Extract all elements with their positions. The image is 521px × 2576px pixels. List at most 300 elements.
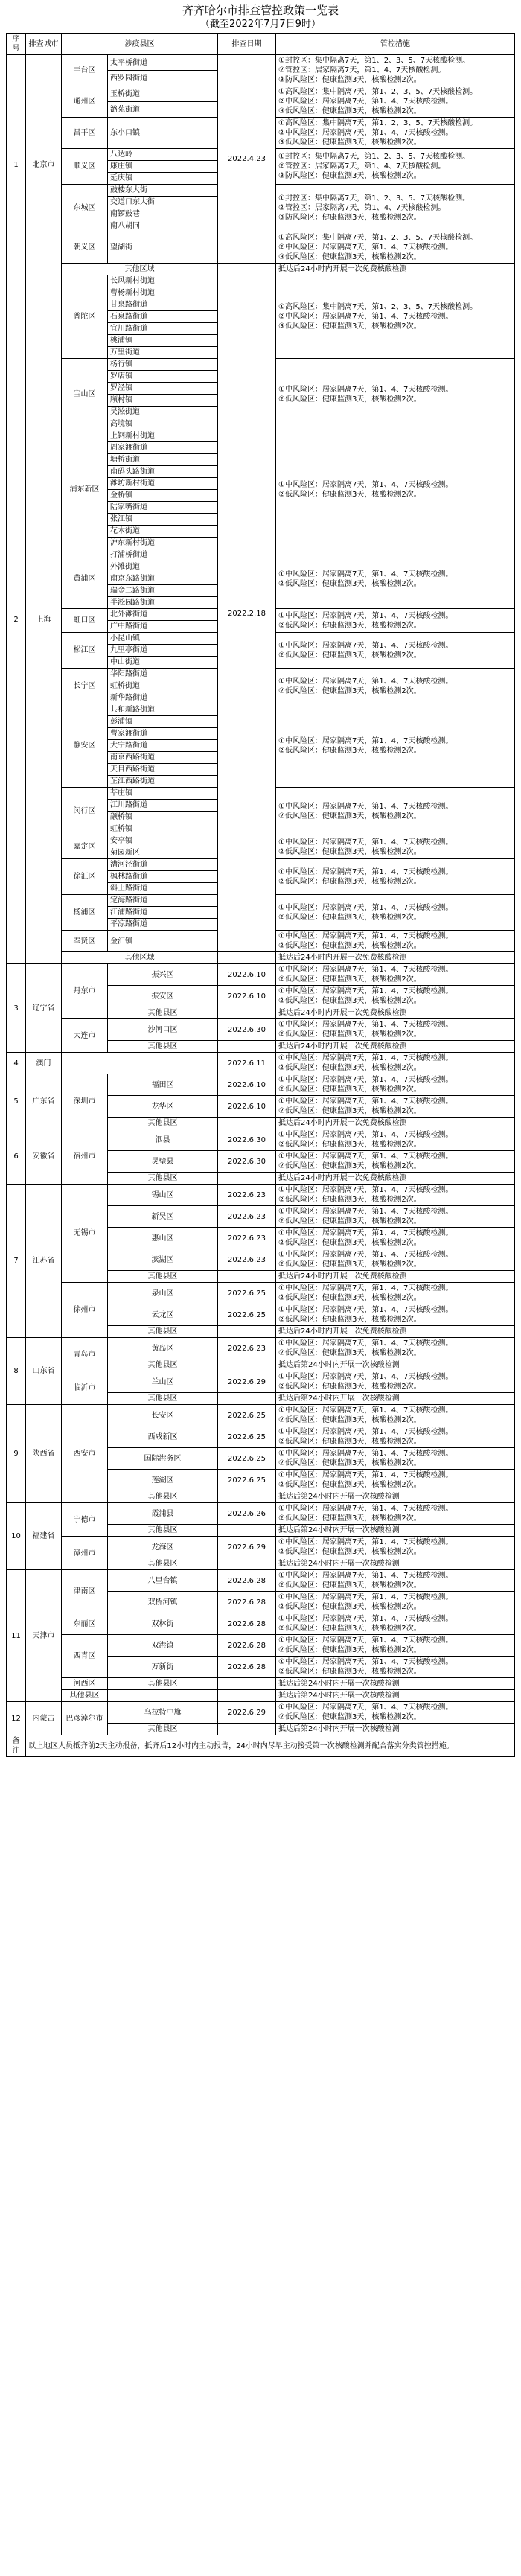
sub-city-name: 漳州市: [62, 1537, 108, 1570]
county-name: 奉贤区: [62, 931, 108, 952]
control-measure: 抵达后第24小时内开展一次核酸检测: [276, 1678, 515, 1690]
area-name: 九里亭街道: [108, 645, 218, 657]
control-measure: ①高风险区：集中隔离7天，第1、2、3、5、7天核酸检测。 ②中风险区：居家隔离7天，第1、4、7天核酸检测。 ③低风险区：健康监测3天，核酸检测2次。: [276, 118, 515, 149]
control-measure: ①中风险区：居家隔离7天，第1、4、7天核酸检测。 ②低风险区：健康监测3天，核酸检测2次。: [276, 1185, 515, 1206]
check-date: 2022.6.23: [218, 1206, 276, 1228]
area-name: 平凉路街道: [108, 919, 218, 931]
area-name: 江浦路街道: [108, 907, 218, 919]
control-measure: ①中风险区：居家隔离7天，第1、4、7天核酸检测。 ②低风险区：健康监测3天，核酸检测2次。: [276, 1338, 515, 1359]
area-name: 大宁路街道: [108, 740, 218, 752]
county-name: 东城区: [62, 185, 108, 232]
county-name: 丰台区: [62, 55, 108, 86]
header-city: 排查城市: [26, 34, 62, 55]
county-name: 顺义区: [62, 149, 108, 185]
header-no: 序号: [7, 34, 26, 55]
control-measure: 抵达后第24小时内开展一次核酸检测: [276, 1724, 515, 1735]
control-measure: ①高风险区：集中隔离7天，第1、2、3、5、7天核酸检测。 ②中风险区：居家隔离7天，第1、4、7天核酸检测。 ③低风险区：健康监测3天，核酸检测2次。: [276, 86, 515, 118]
area-name: 南京西路街道: [108, 752, 218, 764]
check-date: 2022.6.25: [218, 1448, 276, 1470]
city-name: 澳门: [26, 1053, 62, 1074]
area-name: 芷江西路街道: [108, 776, 218, 788]
area-name: 南码头路街道: [108, 466, 218, 478]
check-date: 2022.6.25: [218, 1470, 276, 1491]
area-name: 长风新村街道: [108, 275, 218, 287]
check-date: 2022.6.10: [218, 1074, 276, 1096]
sub-city-name: 大连市: [62, 1019, 108, 1053]
header-row: [7, 34, 515, 55]
sub-city-name: 河西区: [62, 1678, 108, 1690]
row-number: 11: [7, 1570, 26, 1702]
check-date: 2022.6.23: [218, 1185, 276, 1206]
control-measure: ①中风险区：居家隔离7天，第1、4、7天核酸检测。 ②低风险区：健康监测3天，核酸检测2次。: [276, 704, 515, 788]
control-measure: 抵达后24小时内开展一次免费核酸检测: [276, 952, 515, 964]
county-name: [108, 1690, 218, 1702]
control-measure: ①高风险区：集中隔离7天，第1、2、3、5、7天核酸检测。 ②中风险区：居家隔离7天，第1、4、7天核酸检测。 ③低风险区：健康监测3天，核酸检测2次。: [276, 232, 515, 264]
county-name: 其他区域: [62, 264, 218, 275]
county-name: 双桥河镇: [108, 1592, 218, 1613]
area-name: 瑞金二路街道: [108, 585, 218, 597]
county-name: 其他县区: [108, 1678, 218, 1690]
area-name: 外滩街道: [108, 561, 218, 573]
county-name: [62, 1053, 218, 1074]
table-row: [7, 1185, 515, 1206]
check-date: 2022.6.28: [218, 1635, 276, 1657]
sub-city-name: 徐州市: [62, 1283, 108, 1338]
check-date: [218, 1558, 276, 1570]
table-row: [7, 1405, 515, 1426]
check-date: [218, 1118, 276, 1129]
header-measure: 管控措施: [276, 34, 515, 55]
area-name: 小昆山镇: [108, 633, 218, 645]
check-date: 2022.6.30: [218, 1129, 276, 1151]
area-name: 潞苑街道: [108, 102, 218, 118]
control-measure: ①中风险区：居家隔离7天，第1、4、7天核酸检测。 ②低风险区：健康监测3天，核酸检测2次。: [276, 859, 515, 895]
county-name: 霞浦县: [108, 1503, 218, 1525]
table-row: [7, 275, 515, 287]
control-measure: ①中风险区：居家隔离7天，第1、4、7天核酸检测。 ②低风险区：健康监测3天，核酸检测2次。: [276, 1537, 515, 1558]
control-measure: ①中风险区：居家隔离7天，第1、4、7天核酸检测。 ②低风险区：健康监测3天，核酸检测2次。: [276, 964, 515, 986]
area-name: 定海路街道: [108, 895, 218, 907]
table-row: [7, 55, 515, 71]
area-name: 万里街道: [108, 347, 218, 359]
row-number: 12: [7, 1702, 26, 1735]
area-name: 八达岭: [108, 149, 218, 161]
control-measure: ①中风险区：居家隔离7天，第1、4、7天核酸检测。 ②低风险区：健康监测3天，核酸检测2次。: [276, 1426, 515, 1448]
control-measure: ①中风险区：居家隔离7天，第1、4、7天核酸检测。 ②低风险区：健康监测3天，核酸检测2次。: [276, 1249, 515, 1271]
control-measure: ①中风险区：居家隔离7天，第1、4、7天核酸检测。 ②低风险区：健康监测3天，核酸检测2次。: [276, 1448, 515, 1470]
row-number: 5: [7, 1074, 26, 1129]
control-measure: ①中风险区：居家隔离7天，第1、4、7天核酸检测。 ②低风险区：健康监测3天，核酸检测2次。: [276, 1206, 515, 1228]
area-name: 陆家嘴街道: [108, 502, 218, 514]
check-date: 2022.6.23: [218, 1249, 276, 1271]
footer-text: 以上地区人员抵齐前2天主动报备，抵齐后12小时内主动报告，24小时内尽早主动接受第一次核酸检测并配合落实分类管控措施。: [26, 1735, 515, 1757]
control-measure: ①中风险区：居家隔离7天，第1、4、7天核酸检测。 ②低风险区：健康监测3天，核酸检测2次。: [276, 1228, 515, 1249]
control-measure: ①中风险区：居家隔离7天，第1、4、7天核酸检测。 ②低风险区：健康监测3天，核酸检测2次。: [276, 1470, 515, 1491]
sub-city-name: 青岛市: [62, 1338, 108, 1371]
province-name: 广东省: [26, 1074, 62, 1129]
area-name: 桃浦镇: [108, 335, 218, 347]
control-measure: ①中风险区：居家隔离7天，第1、4、7天核酸检测。 ②低风险区：健康监测3天，核酸检测2次。: [276, 1570, 515, 1592]
control-measure: ①中风险区：居家隔离7天，第1、4、7天核酸检测。 ②低风险区：健康监测3天，核酸检测2次。: [276, 1405, 515, 1426]
province-name: 辽宁省: [26, 964, 62, 1053]
control-measure: ①中风险区：居家隔离7天，第1、4、7天核酸检测。 ②低风险区：健康监测3天，核酸检测2次。: [276, 609, 515, 633]
county-name: 其他县区: [108, 1558, 218, 1570]
check-date: 2022.6.28: [218, 1657, 276, 1678]
table-row: [7, 952, 515, 964]
area-name: 南八胡同: [108, 220, 218, 232]
area-name: 杨行镇: [108, 359, 218, 371]
check-date: 2022.6.29: [218, 1702, 276, 1724]
control-measure: ①中风险区：居家隔离7天，第1、4、7天核酸检测。 ②低风险区：健康监测3天，核酸检测2次。: [276, 549, 515, 609]
county-name: 其他县区: [108, 1491, 218, 1503]
county-name: 兰山区: [108, 1371, 218, 1393]
check-date: [218, 952, 276, 964]
check-date: [218, 1041, 276, 1053]
check-date: [218, 1491, 276, 1503]
control-measure: ①中风险区：居家隔离7天，第1、4、7天核酸检测。 ②低风险区：健康监测3天，核酸检测2次。: [276, 1613, 515, 1635]
control-measure: ①中风险区：居家隔离7天，第1、4、7天核酸检测。 ②低风险区：健康监测3天，核酸检测2次。: [276, 1053, 515, 1074]
county-name: 其他县区: [108, 1173, 218, 1185]
county-name: 其他县区: [108, 1271, 218, 1283]
area-name: 枫林路街道: [108, 871, 218, 883]
control-measure: ①中风险区：居家隔离7天，第1、4、7天核酸检测。 ②低风险区：健康监测3天，核酸检测2次。: [276, 1151, 515, 1173]
check-date: [218, 1359, 276, 1371]
check-date: 2022.6.26: [218, 1503, 276, 1525]
sub-city-name: 宁德市: [62, 1503, 108, 1537]
check-date: 2022.6.29: [218, 1537, 276, 1558]
county-name: 莲湖区: [108, 1470, 218, 1491]
sub-city-name: 宿州市: [62, 1129, 108, 1185]
sub-city-name: 东丽区: [62, 1613, 108, 1635]
table-row: [7, 1613, 515, 1635]
area-name: 曹家渡街道: [108, 728, 218, 740]
area-name: 漕河泾街道: [108, 859, 218, 871]
county-name: 嘉定区: [62, 835, 108, 859]
county-name: 其他区域: [62, 952, 218, 964]
check-date: [218, 1326, 276, 1338]
policy-table: [6, 33, 515, 1757]
county-name: 其他县区: [108, 1525, 218, 1537]
area-name: 斜土路街道: [108, 883, 218, 895]
area-name: 莘庄镇: [108, 788, 218, 800]
control-measure: 抵达后第24小时内开展一次核酸检测: [276, 1491, 515, 1503]
area-name: 吴淞街道: [108, 407, 218, 418]
check-date: 2022.6.28: [218, 1613, 276, 1635]
province-name: 山东省: [26, 1338, 62, 1405]
county-name: 云龙区: [108, 1304, 218, 1326]
control-measure: ①中风险区：居家隔离7天，第1、4、7天核酸检测。 ②低风险区：健康监测3天，核酸检测2次。: [276, 1129, 515, 1151]
check-date: 2022.6.11: [218, 1053, 276, 1074]
row-number: 6: [7, 1129, 26, 1185]
area-name: 共和新路街道: [108, 704, 218, 716]
area-name: 花木街道: [108, 526, 218, 538]
area-name: 张江镇: [108, 514, 218, 526]
county-name: 其他县区: [108, 1118, 218, 1129]
area-name: 曹杨新村街道: [108, 287, 218, 299]
area-name: 顾村镇: [108, 395, 218, 407]
province-name: 安徽省: [26, 1129, 62, 1185]
area-name: 新华路街道: [108, 692, 218, 704]
page-subtitle: （截至2022年7月7日9时）: [200, 19, 321, 30]
check-date: 2022.4.23: [218, 55, 276, 264]
sub-city-name: 临沂市: [62, 1371, 108, 1405]
county-name: 乌拉特中旗: [108, 1702, 218, 1724]
table-row: [7, 1503, 515, 1525]
area-name: 南锣鼓巷: [108, 208, 218, 220]
control-measure: 抵达后24小时内开展一次免费核酸检测: [276, 1041, 515, 1053]
check-date: 2022.6.28: [218, 1570, 276, 1592]
control-measure: ①中风险区：居家隔离7天，第1、4、7天核酸检测。 ②低风险区：健康监测3天，核酸检测2次。: [276, 1304, 515, 1326]
sub-city-name: 巴彦淖尔市: [62, 1702, 108, 1735]
county-name: 万新街: [108, 1657, 218, 1678]
county-name: 普陀区: [62, 275, 108, 359]
area-name: 太平桥街道: [108, 55, 218, 71]
county-name: 其他县区: [108, 1041, 218, 1053]
area-name: 石泉路街道: [108, 311, 218, 323]
control-measure: 抵达后第24小时内开展一次核酸检测: [276, 1525, 515, 1537]
control-measure: ①中风险区：居家隔离7天，第1、4、7天核酸检测。 ②低风险区：健康监测3天，核酸检测2次。: [276, 1702, 515, 1724]
area-name: 菊园新区: [108, 847, 218, 859]
sub-city-name: 无锡市: [62, 1185, 108, 1283]
check-date: [218, 264, 276, 275]
control-measure: 抵达后24小时内开展一次免费核酸检测: [276, 1007, 515, 1019]
control-measure: 抵达后第24小时内开展一次核酸检测: [276, 1393, 515, 1405]
control-measure: ①中风险区：居家隔离7天，第1、4、7天核酸检测。 ②低风险区：健康监测3天，核酸检测2次。: [276, 835, 515, 859]
table-row: [7, 1537, 515, 1558]
county-name: 新吴区: [108, 1206, 218, 1228]
check-date: [218, 1393, 276, 1405]
county-name: 泉山区: [108, 1283, 218, 1304]
control-measure: ①封控区：集中隔离7天，第1、2、3、5、7天核酸检测。 ②管控区：居家隔离7天，第1、4、7天核酸检测。 ③防风险区：健康监测3天，核酸检测2次。: [276, 55, 515, 86]
control-measure: ①中风险区：居家隔离7天，第1、4、7天核酸检测。 ②低风险区：健康监测3天，核酸检测2次。: [276, 1283, 515, 1304]
county-name: 朝义区: [62, 232, 108, 264]
check-date: 2022.6.10: [218, 964, 276, 986]
area-name: 宜川路街道: [108, 323, 218, 335]
area-name: 半淞园路街道: [108, 597, 218, 609]
header-date: 排查日期: [218, 34, 276, 55]
county-name: 锡山区: [108, 1185, 218, 1206]
table-row: [7, 1678, 515, 1690]
row-number: 8: [7, 1338, 26, 1405]
table-row: [7, 1702, 515, 1724]
table-row: [7, 1635, 515, 1657]
area-name: 虹桥街道: [108, 680, 218, 692]
control-measure: ①中风险区：居家隔离7天，第1、4、7天核酸检测。 ②低风险区：健康监测3天，核酸检测2次。: [276, 895, 515, 931]
check-date: 2022.6.23: [218, 1338, 276, 1359]
county-name: 杨浦区: [62, 895, 108, 931]
check-date: 2022.6.25: [218, 1304, 276, 1326]
county-name: 西咸新区: [108, 1426, 218, 1448]
control-measure: ①中风险区：居家隔离7天，第1、4、7天核酸检测。 ②低风险区：健康监测3天，核酸检测2次。: [276, 986, 515, 1007]
control-measure: ①中风险区：居家隔离7天，第1、4、7天核酸检测。 ②低风险区：健康监测3天，核酸检测2次。: [276, 1019, 515, 1041]
area-name: 天目西路街道: [108, 764, 218, 776]
area-name: 东小口镇: [108, 118, 218, 149]
province-name: 福建省: [26, 1503, 62, 1570]
area-name: 彭浦镇: [108, 716, 218, 728]
county-name: 泗县: [108, 1129, 218, 1151]
check-date: [218, 1690, 276, 1702]
city-name: 上海: [26, 275, 62, 964]
control-measure: ①中风险区：居家隔离7天，第1、4、7天核酸检测。 ②低风险区：健康监测3天，核酸检测2次。: [276, 1657, 515, 1678]
county-name: 长宁区: [62, 669, 108, 704]
area-name: 颛桥镇: [108, 812, 218, 823]
area-name: 金桥镇: [108, 490, 218, 502]
check-date: 2022.6.25: [218, 1426, 276, 1448]
county-name: 虹口区: [62, 609, 108, 633]
county-name: 滨湖区: [108, 1249, 218, 1271]
check-date: [218, 1271, 276, 1283]
control-measure: ①中风险区：居家隔离7天，第1、4、7天核酸检测。 ②低风险区：健康监测3天，核酸检测2次。: [276, 931, 515, 952]
control-measure: 抵达后24小时内开展一次免费核酸检测: [276, 1118, 515, 1129]
table-row: [7, 1690, 515, 1702]
county-name: 双林街: [108, 1613, 218, 1635]
control-measure: 抵达后第24小时内开展一次核酸检测: [276, 1690, 515, 1702]
control-measure: ①中风险区：居家隔离7天，第1、4、7天核酸检测。 ②低风险区：健康监测3天，核酸检测2次。: [276, 1635, 515, 1657]
area-name: 塘桥街道: [108, 454, 218, 466]
area-name: 玉桥街道: [108, 86, 218, 102]
area-name: 金汇镇: [108, 931, 218, 952]
county-name: 黄岛区: [108, 1338, 218, 1359]
check-date: [218, 1173, 276, 1185]
county-name: 八里台镇: [108, 1570, 218, 1592]
city-name: 北京市: [26, 55, 62, 275]
province-name: 内蒙古: [26, 1702, 62, 1735]
check-date: 2022.6.29: [218, 1371, 276, 1393]
control-measure: ①中风险区：居家隔离7天，第1、4、7天核酸检测。 ②低风险区：健康监测3天，核酸检测2次。: [276, 788, 515, 835]
control-measure: ①封控区：集中隔离7天，第1、2、3、5、7天核酸检测。 ②管控区：居家隔离7天，第1、4、7天核酸检测。 ③防风险区：健康监测3天，核酸检测2次。: [276, 149, 515, 185]
county-name: 松江区: [62, 633, 108, 669]
sub-city-name: 其他县区: [62, 1690, 108, 1702]
control-measure: ①中风险区：居家隔离7天，第1、4、7天核酸检测。 ②低风险区：健康监测3天，核酸检测2次。: [276, 1592, 515, 1613]
check-date: 2022.6.10: [218, 986, 276, 1007]
area-name: 西罗园街道: [108, 71, 218, 86]
table-row: [7, 1019, 515, 1041]
row-number: 3: [7, 964, 26, 1053]
area-name: 虹桥镇: [108, 823, 218, 835]
sub-city-name: 西青区: [62, 1635, 108, 1678]
province-name: 江苏省: [26, 1185, 62, 1338]
county-name: 其他县区: [108, 1724, 218, 1735]
check-date: 2022.6.30: [218, 1151, 276, 1173]
area-name: 甘泉路街道: [108, 299, 218, 311]
row-number: 4: [7, 1053, 26, 1074]
area-name: 望湖街: [108, 232, 218, 264]
control-measure: ①中风险区：居家隔离7天，第1、4、7天核酸检测。 ②低风险区：健康监测3天，核酸检测2次。: [276, 1074, 515, 1096]
control-measure: ①中风险区：居家隔离7天，第1、4、7天核酸检测。 ②低风险区：健康监测3天，核酸检测2次。: [276, 1371, 515, 1393]
check-date: 2022.6.28: [218, 1592, 276, 1613]
county-name: 浦东新区: [62, 430, 108, 549]
check-date: [218, 1525, 276, 1537]
control-measure: 抵达后第24小时内开展一次核酸检测: [276, 1359, 515, 1371]
county-name: 龙华区: [108, 1096, 218, 1118]
county-name: 静安区: [62, 704, 108, 788]
county-name: 黄浦区: [62, 549, 108, 609]
county-name: 长安区: [108, 1405, 218, 1426]
table-row: [7, 1283, 515, 1304]
sub-city-name: 丹东市: [62, 964, 108, 1019]
control-measure: 抵达后24小时内开展一次免费核酸检测: [276, 1173, 515, 1185]
control-measure: 抵达后24小时内开展一次免费核酸检测: [276, 1271, 515, 1283]
county-name: 闵行区: [62, 788, 108, 835]
control-measure: ①中风险区：居家隔离7天，第1、4、7天核酸检测。 ②低风险区：健康监测3天，核酸检测2次。: [276, 669, 515, 704]
area-name: 上钢新村街道: [108, 430, 218, 442]
check-date: 2022.6.30: [218, 1019, 276, 1041]
county-name: 国际港务区: [108, 1448, 218, 1470]
area-name: 中山街道: [108, 657, 218, 669]
control-measure: ①中风险区：居家隔离7天，第1、4、7天核酸检测。 ②低风险区：健康监测3天，核酸检测2次。: [276, 359, 515, 430]
check-date: 2022.2.18: [218, 275, 276, 952]
county-name: 其他县区: [108, 1326, 218, 1338]
county-name: 徐汇区: [62, 859, 108, 895]
table-row: [7, 1053, 515, 1074]
county-name: 龙海区: [108, 1537, 218, 1558]
table-row: [7, 964, 515, 986]
control-measure: ①中风险区：居家隔离7天，第1、4、7天核酸检测。 ②低风险区：健康监测3天，核酸检测2次。: [276, 1096, 515, 1118]
area-name: 罗泾镇: [108, 383, 218, 395]
area-name: 周家渡街道: [108, 442, 218, 454]
control-measure: ①封控区：集中隔离7天，第1、2、3、5、7天核酸检测。 ②管控区：居家隔离7天，第1、4、7天核酸检测。 ③防风险区：健康监测3天，核酸检测2次。: [276, 185, 515, 232]
area-name: 高境镇: [108, 418, 218, 430]
county-name: 其他县区: [108, 1393, 218, 1405]
county-name: 昌平区: [62, 118, 108, 149]
area-name: 沪东新村街道: [108, 538, 218, 549]
table-row: [7, 1371, 515, 1393]
county-name: 惠山区: [108, 1228, 218, 1249]
county-name: 其他县区: [108, 1359, 218, 1371]
area-name: 罗店镇: [108, 371, 218, 383]
sub-city-name: 西安市: [62, 1405, 108, 1503]
county-name: 灵璧县: [108, 1151, 218, 1173]
check-date: [218, 1007, 276, 1019]
area-name: 江川路街道: [108, 800, 218, 812]
area-name: 打浦桥街道: [108, 549, 218, 561]
table-row: [7, 1570, 515, 1592]
page-title: 齐齐哈尔市排查管控政策一览表: [182, 4, 339, 17]
sub-city-name: 深圳市: [62, 1074, 108, 1129]
county-name: 福田区: [108, 1074, 218, 1096]
control-measure: ①中风险区：居家隔离7天，第1、4、7天核酸检测。 ②低风险区：健康监测3天，核酸检测2次。: [276, 633, 515, 669]
county-name: 通州区: [62, 86, 108, 118]
area-name: 延庆镇: [108, 173, 218, 185]
table-row: [7, 1074, 515, 1096]
row-number: 2: [7, 275, 26, 964]
table-body: [7, 55, 515, 1735]
area-name: 南京东路街道: [108, 573, 218, 585]
control-measure: ①中风险区：居家隔离7天，第1、4、7天核酸检测。 ②低风险区：健康监测3天，核酸检测2次。: [276, 1503, 515, 1525]
province-name: 天津市: [26, 1570, 62, 1702]
area-name: 交道口东大街: [108, 197, 218, 208]
area-name: 潍坊新村街道: [108, 478, 218, 490]
row-number: 9: [7, 1405, 26, 1503]
footer-label: 备注: [7, 1735, 26, 1757]
check-date: 2022.6.10: [218, 1096, 276, 1118]
area-name: 北外滩街道: [108, 609, 218, 621]
county-name: 双港镇: [108, 1635, 218, 1657]
county-name: 振安区: [108, 986, 218, 1007]
check-date: 2022.6.25: [218, 1283, 276, 1304]
county-name: 沙河口区: [108, 1019, 218, 1041]
table-row: [7, 1129, 515, 1151]
table-row: [7, 1338, 515, 1359]
control-measure: 抵达后24小时内开展一次免费核酸检测: [276, 264, 515, 275]
table-row: [7, 264, 515, 275]
county-name: 宝山区: [62, 359, 108, 430]
check-date: [218, 1678, 276, 1690]
area-name: 华阳路街道: [108, 669, 218, 680]
check-date: [218, 1724, 276, 1735]
row-number: 1: [7, 55, 26, 275]
province-name: 陕西省: [26, 1405, 62, 1503]
